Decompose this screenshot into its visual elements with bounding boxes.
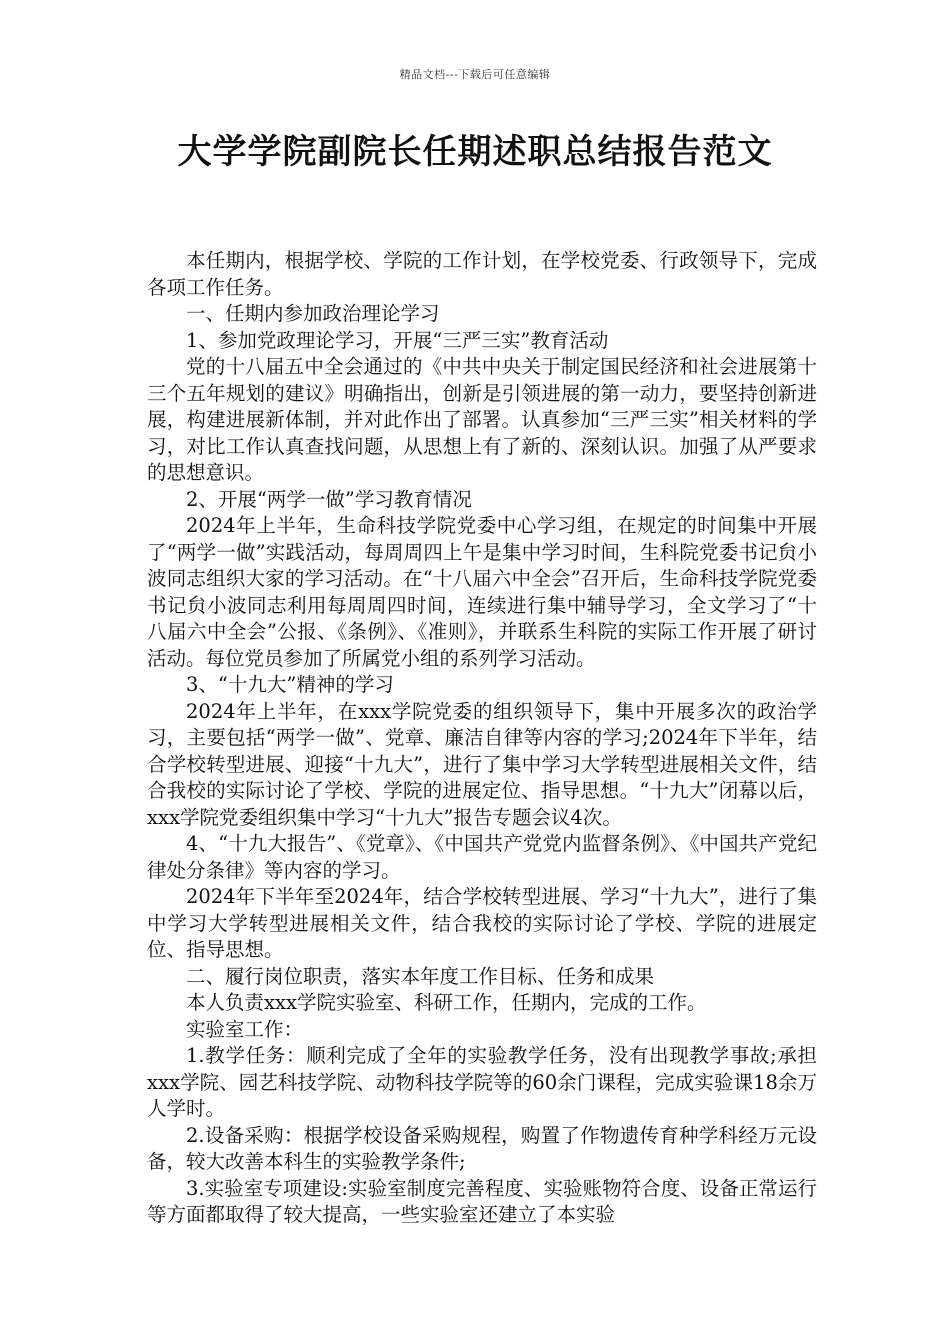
header-note: 精品文档---下载后可任意编辑 (399, 68, 551, 81)
paragraph: 本任期内，根据学校、学院的工作计划，在学校党委、行政领导下，完成各项工作任务。 (147, 249, 817, 299)
section-heading: 一、任期内参加政治理论学习 (186, 302, 440, 325)
subsection-heading: 2、开展“两学一做”学习教育情况 (186, 487, 472, 511)
document-body (147, 248, 817, 1229)
subsection-heading: 3、“十九大”精神的学习 (186, 673, 394, 696)
subsection-heading: 4、“十九大报告”、《党章》、《中国共产党党内监督条例》、《中国共产党纪律处分条律》等内容的学习。 (147, 832, 817, 882)
paragraph: 实验室工作： (186, 1017, 304, 1041)
paragraph: 2024年下半年至2024年，结合学校转型进展、学习“十九大”，进行了集中学习大学转型进展相关文件，结合我校的实际讨论了学校、学院的进展定位、指导思想。 (147, 885, 817, 961)
document-title: 大学学院副院长任期述职总结报告范文 (177, 132, 773, 172)
paragraph: 2.设备采购：根据学校设备采购规程，购置了作物遗传育种学科经万元设备，较大改善本科生的实验教学条件; (147, 1123, 817, 1173)
paragraph: 1.教学任务：顺利完成了全年的实验教学任务，没有出现教学事故;承担xxx学院、园艺科技学院、动物科技学院等的60余门课程，完成实验课18余万人学时。 (147, 1044, 817, 1120)
paragraph: 本人负责xxx学院实验室、科研工作，任期内，完成的工作。 (186, 991, 707, 1014)
paragraph: 党的十八届五中全会通过的《中共中央关于制定国民经济和社会进展第十三个五年规划的建议》明确指出，创新是引领进展的第一动力，要坚持创新进展，构建进展新体制，并对此作出了部署。认真参加“三严三实”相关材料的学习，对比工作认真查找问题，从思想上有了新的、深刻认识。加强了从严要求的思想意识。 (147, 355, 817, 484)
paragraph: 2024年上半年，生命科技学院党委中心学习组，在规定的时间集中开展了“两学一做”实践活动，每周周四上午是集中学习时间，生科院党委书记贠小波同志组织大家的学习活动。在“十八届六中全会”召开后，生命科技学院党委书记贠小波同志利用每周周四时间，连续进行集中辅导学习，全文学习了“十八届六中全会”公报、《条例》、《准则》，并联系生科院的实际工作开展了研讨活动。每位党员参加了所属党小组的系列学习活动。 (147, 514, 817, 670)
section-heading: 二、履行岗位职责，落实本年度工作目标、任务和成果 (186, 964, 655, 988)
paragraph: 3.实验室专项建设:实验室制度完善程度、实验账物符合度、设备正常运行等方面都取得了较大提高，一些实验室还建立了本实验 (147, 1176, 817, 1226)
subsection-heading: 1、参加党政理论学习，开展“三严三实”教育活动 (186, 328, 609, 352)
paragraph: 2024年上半年，在xxx学院党委的组织领导下，集中开展多次的政治学习，主要包括“两学一做”、党章、廉洁自律等内容的学习;2024年下半年，结合学校转型进展、迎接“十九大”，进行了集中学习大学转型进展相关文件，结合我校的实际讨论了学校、学院的进展定位、指导思想。“十九大”闭幕以后，xxx学院党委组织集中学习“十九大”报告专题会议4次。 (147, 699, 817, 829)
